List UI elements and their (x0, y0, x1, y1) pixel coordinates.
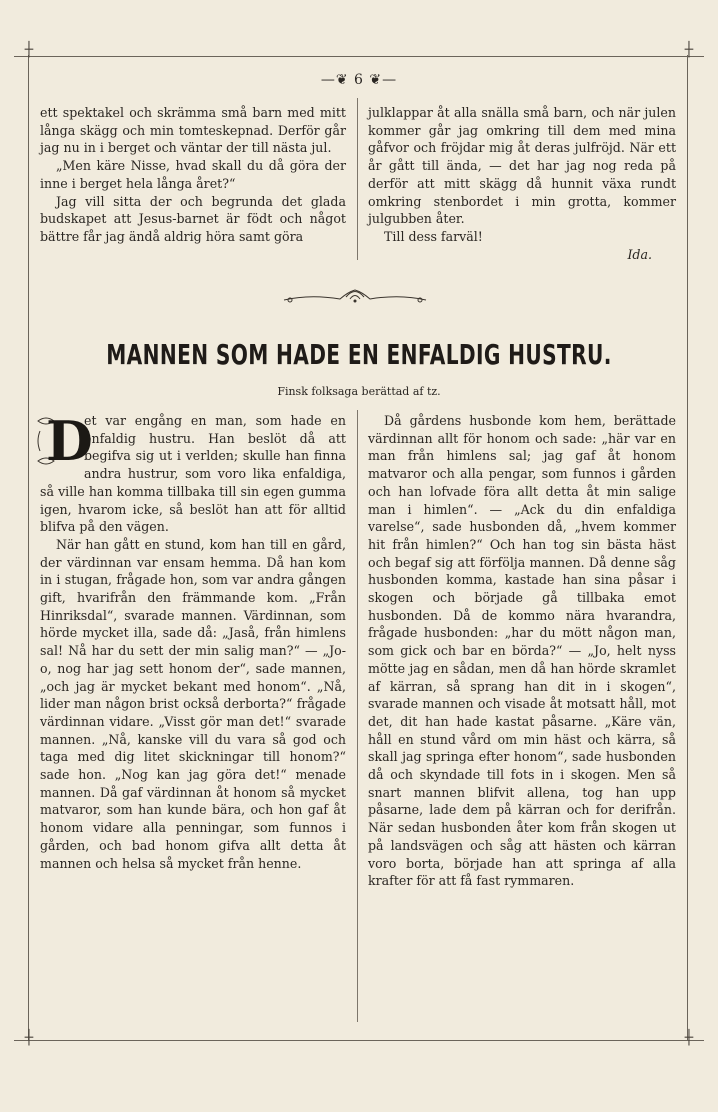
corner-ornament-bottom-left: ┼ (24, 1030, 34, 1046)
page-number: —❦ 6 ❦— (320, 72, 398, 88)
drop-cap-letter: D (46, 409, 93, 473)
decorative-flourish-icon (280, 288, 430, 306)
paragraph: julklappar åt alla snälla små barn, och när julen kommer går jag omkring till dem med mina gåfvor och fröjdar mig åt deras julfröjd. När ett år gått till ända, — det har jag nog reda på derför att mitt skägg då hunnit växa rundt omkring stenbordet i min grotta, kommer julgubben åter. (368, 105, 676, 227)
previous-story-right-column (368, 104, 676, 263)
paragraph: „Men käre Nisse, hvad skall du då göra der inne i berget hela långa året?“ (40, 158, 346, 191)
drop-cap (36, 409, 93, 473)
paragraph: Jag vill sitta der och begrunda det glada budskapet att Jesus-barnet är födt och något bättre får jag ändå aldrig höra samt göra (40, 193, 346, 244)
story-left-column (40, 409, 346, 872)
column-divider-bottom (357, 410, 358, 1022)
paragraph: et var engång en man, som hade en enfaldig hustru. Han beslöt då att begifva sig ut i verlden; skulle han finna andra hustrur, som voro lika enfaldiga, så ville han komma tillbaka till sin egen gumma igen, hvarom icke, så beslöt han att för alltid blifva på den vägen. (40, 413, 346, 535)
paragraph: ett spektakel och skrämma små barn med mitt långa skägg och min tomteskepnad. Derför går jag nu in i berget och väntar der till nästa jul. (40, 105, 346, 156)
paragraph: Då gårdens husbonde kom hem, berättade värdinnan allt för honom och sade: „här var en man från himlens sal; jag gaf åt honom matvaror och alla pengar, som funnos i gården och han lofvade föra allt detta åt min salige man i himlen“. — „Ack du din enfaldiga varelse“, sade husbonden då, „hvem kommer hit från himlen?“ Och han tog sin bästa häst och begaf sig att förfölja mannen. Då denne såg husbonden komma, kastade han sina påsar i skogen och började gå tillbaka emot husbonden. Då de kommo nära hvarandra, frågade husbonden: „har du mött någon man, som gick och bar en börda?“ — „Jo, helt nyss mötte jag en sådan, men då han hörde skramlet af kärran, så sprang han dit in i skogen“, svarade mannen och visade åt motsatt håll, mot det, dit han hade kastat påsarne. „Käre vän, håll en stund vård om min häst och kärra, så skall jag springa efter honom“, sade husbonden då och skyndade till fots in i skogen. Men så snart mannen blifvit allena, tog han upp påsarne, lade dem på kärran och for derifrån. När sedan husbonden åter kom från skogen ut på landsvägen och såg att hästen och kärran voro borta, började han att springa af alla krafter för att få fast rymmaren. (368, 413, 676, 889)
corner-ornament-top-left: ┼ (24, 42, 34, 58)
story-subtitle: Finsk folksaga berättad af tz. (277, 385, 441, 398)
author-signature: Ida. (627, 246, 652, 262)
previous-story-left-column (40, 104, 346, 246)
paragraph: När han gått en stund, kom han till en gård, der värdinnan var ensam hemma. Då han kom in i stugan, frågade hon, som var andra gången gift, hvarifrån den främmande kom. „Från Hinriksdal“, svarade mannen. Värdinnan, som hörde mycket illa, sade då: „Jaså, från himlens sal! Nå har du sett der min salig man?“ — „Jo-o, nog har jag sett honom der“, sade mannen, „och jag är mycket bekant med honom“. „Nå, lider man någon brist också derborta?“ frågade värdinnan vidare. „Visst gör man det!“ svarade mannen. „Nå, kanske vill du vara så god och taga med dig litet skickningar till honom?“ sade hon. „Nog kan jag göra det!“ menade mannen. Då gaf värdinnan åt honom så mycket matvaror, som han kunde bära, och hon gaf åt honom vidare alla penningar, som funnos i gården, och bad honom gifva allt detta åt mannen och helsa så mycket från henne. (40, 536, 346, 871)
paragraph: Till dess farväl! (384, 228, 483, 244)
corner-ornament-bottom-right: ┼ (684, 1030, 694, 1046)
corner-ornament-top-right: ┼ (684, 42, 694, 58)
story-right-column (368, 412, 676, 890)
bottom-border-rule (14, 1040, 704, 1041)
story-title: MANNEN SOM HADE EN ENFALDIG HUSTRU. (106, 338, 612, 371)
column-divider-top (357, 98, 358, 260)
